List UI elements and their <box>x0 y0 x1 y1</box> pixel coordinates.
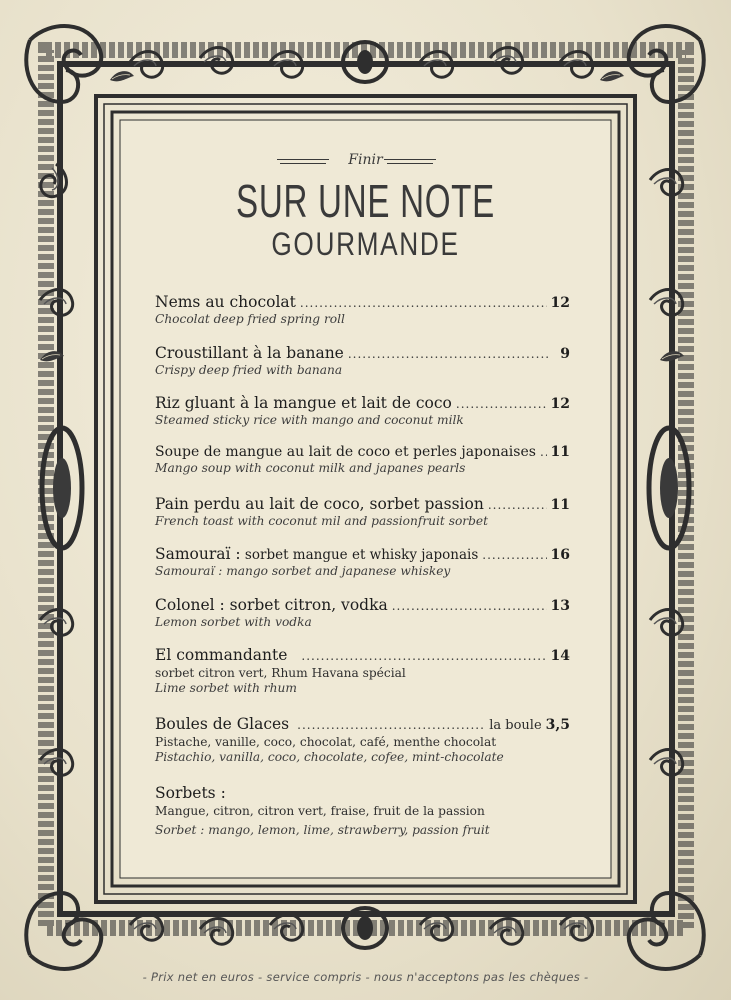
item-name: Riz gluant à la mangue et lait de coco <box>155 394 452 412</box>
leader-dots <box>301 649 546 663</box>
leader-dots <box>392 599 547 613</box>
item-english: Pistachio, vanilla, coco, chocolate, cofee, mint-chocolate <box>155 750 504 764</box>
item-english: Lemon sorbet with vodka <box>155 615 312 629</box>
menu-item <box>155 444 570 475</box>
item-english: Mango soup with coconut milk and japanes pearls <box>155 461 466 475</box>
item-name <box>155 545 478 563</box>
menu-item <box>155 293 570 326</box>
item-price: 11 <box>550 444 570 460</box>
item-english: Chocolat deep fried spring roll <box>155 312 345 326</box>
menu-item <box>155 596 570 629</box>
item-price: 11 <box>550 497 570 513</box>
item-description: Pistache, vanille, coco, chocolat, café, menthe chocolat <box>155 735 497 749</box>
item-english: Steamed sticky rice with mango and coconut milk <box>155 413 464 427</box>
page-subtitle: GOURMANDE <box>271 226 460 262</box>
item-unit: la boule <box>489 718 542 733</box>
item-price: 13 <box>550 598 570 614</box>
leader-dots <box>488 498 547 512</box>
page-title: SUR UNE NOTE <box>236 175 495 227</box>
item-english: Sorbet : mango, lemon, lime, strawberry, passion fruit <box>155 823 490 837</box>
menu-item <box>155 495 570 528</box>
item-name-main: Samouraï : <box>155 545 241 563</box>
item-price: 3,5 <box>545 717 570 733</box>
item-name: Pain perdu au lait de coco, sorbet passion <box>155 495 484 513</box>
item-description: Mangue, citron, citron vert, fraise, fruit de la passion <box>155 804 485 818</box>
item-name: Sorbets : <box>155 784 226 802</box>
item-price: 12 <box>550 295 570 311</box>
item-name: Soupe de mangue au lait de coco et perles japonaises <box>155 444 536 460</box>
item-name: El commandante <box>155 646 288 664</box>
item-english: Crispy deep fried with banana <box>155 363 343 377</box>
item-name: Nems au chocolat <box>155 293 296 311</box>
menu-item <box>155 394 570 427</box>
leader-dots <box>540 445 547 459</box>
title-kicker: Finir <box>348 152 383 168</box>
leader-dots <box>297 718 485 732</box>
item-english: Samouraï : mango sorbet and japanese whiskey <box>155 564 451 578</box>
item-english: Lime sorbet with rhum <box>155 681 297 695</box>
menu-item <box>155 715 570 764</box>
menu-item <box>155 646 570 695</box>
item-price: 12 <box>550 396 570 412</box>
item-price: 16 <box>550 547 570 563</box>
item-name: Colonel : sorbet citron, vodka <box>155 596 388 614</box>
leader-dots <box>348 347 548 361</box>
item-name-detail: sorbet mangue et whisky japonais <box>240 547 479 563</box>
leader-dots <box>456 397 547 411</box>
menu-item <box>155 344 570 377</box>
leader-dots <box>300 296 547 310</box>
item-english: French toast with coconut mil and passionfruit sorbet <box>155 514 489 528</box>
leader-dots <box>482 548 546 562</box>
item-name: Boules de Glaces <box>155 715 290 733</box>
menu-item <box>155 784 570 837</box>
item-price: 9 <box>560 346 570 362</box>
item-name: Croustillant à la banane <box>155 344 344 362</box>
item-price: 14 <box>550 648 570 664</box>
footer-note: - Prix net en euros - service compris - nous n'acceptons pas les chèques - <box>142 970 589 984</box>
menu-item <box>155 545 570 578</box>
item-description: sorbet citron vert, Rhum Havana spécial <box>155 666 406 680</box>
